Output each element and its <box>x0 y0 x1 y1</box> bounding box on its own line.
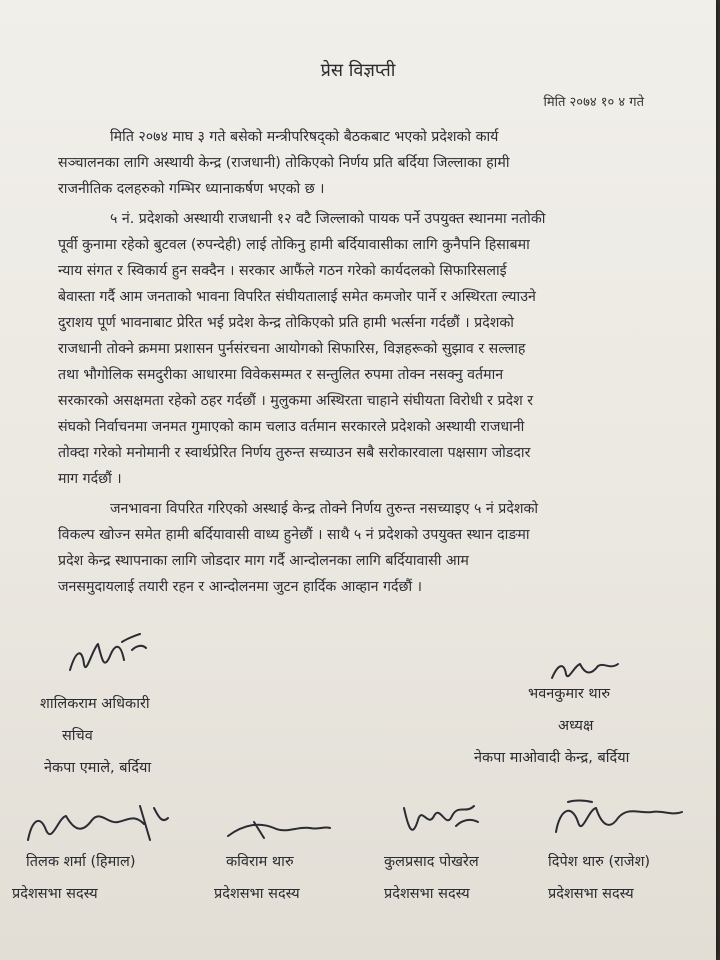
paragraph-line: तोक्दा गरेको मनोमानी र स्वार्थप्रेरित निर्णय तुरुन्त सच्याउन सबै सरोकारवाला पक्षसाग जोडदार <box>58 445 531 461</box>
paragraph-line: न्याय संगत र स्विकार्य हुन सक्दैन । सरकार आफैंले गठन गरेको कार्यदलको सिफारिसलाई <box>58 263 507 279</box>
signatory-bottom-4 <box>548 846 650 910</box>
paragraph-line: राजनीतिक दलहरुको गम्भिर ध्यानाकर्षण भएको छ । <box>58 181 325 197</box>
signatory-title: प्रदेशसभा सदस्य <box>12 886 98 902</box>
signatory-title: प्रदेशसभा सदस्य <box>548 886 634 902</box>
signatory-title: प्रदेशसभा सदस्य <box>214 886 300 902</box>
signatory-name: दिपेश थारु (राजेश) <box>548 854 651 870</box>
signature-bottom-3 <box>396 796 486 846</box>
signatory-name: कुलप्रसाद पोखरेल <box>384 854 479 870</box>
paragraph-line: तथा भौगोलिक समदुरीका आधारमा विवेकसम्मत र सन्तुलित रुपमा तोक्न नसक्नु वर्तमान <box>58 367 504 383</box>
signatory-name: कविराम थारु <box>226 854 294 870</box>
paragraph-line: सरकारको असक्षमता रहेको ठहर गर्दछौं । मुलुकमा अस्थिरता चाहाने संघीयता विरोधी र प्रदेश र <box>58 393 534 409</box>
paragraph-3 <box>58 496 658 600</box>
signatory-left <box>40 688 151 784</box>
paragraph-line: दुराशय पूर्ण भावनाबाट प्रेरित भई प्रदेश केन्द्र तोकिएको प्रति हामी भर्त्सना गर्दछौं । प्रदेशको <box>58 315 514 331</box>
document-title: प्रेस विज्ञप्ती <box>320 60 396 81</box>
paragraph-2 <box>58 206 658 492</box>
signatory-title: सचिव <box>62 728 93 744</box>
paragraph-line: प्रदेश केन्द्र स्थापनाका लागि जोडदार माग गर्दै आन्दोलनका लागि बर्दियावासी आम <box>58 553 469 569</box>
signatory-org: नेकपा एमाले, बर्दिया <box>44 760 152 776</box>
paragraph-line: मिति २०७४ माघ ३ गते बसेको मन्त्रीपरिषद्को बैठकबाट भएको प्रदेशको कार्य <box>110 129 499 145</box>
paragraph-1 <box>58 124 658 202</box>
signatory-name: शालिकराम अधिकारी <box>40 696 150 712</box>
paragraph-line: माग गर्दछौं । <box>58 471 122 487</box>
paragraph-line: जनसमुदायलाई तयारी रहन र आन्दोलनमा जुटन हार्दिक आव्हान गर्दछौं । <box>58 579 423 595</box>
signatory-bottom-2 <box>214 846 300 910</box>
signatory-bottom-3 <box>384 846 479 910</box>
paragraph-line: पूर्वी कुनामा रहेको बुटवल (रुपन्देही) लाई तोकिनु हामी बर्दियावासीका लागि कुनैपनि हिसाबमा <box>58 237 530 253</box>
document-date: मिति २०७४ १० ४ गते <box>543 95 644 110</box>
paragraph-line: बेवास्ता गर्दै आम जनताको भावना विपरित संघीयतालाई समेत कमजोर पार्ने र अस्थिरता ल्याउने <box>58 289 536 305</box>
paragraph-line: राजधानी तोक्ने क्रममा प्रशासन पुर्नसंरचना आयोगको सिफारिस, विज्ञहरूको सुझाव र सल्लाह <box>58 341 526 357</box>
signature-bottom-2 <box>224 814 334 844</box>
paragraph-line: सञ्चालनका लागि अस्थायी केन्द्र (राजधानी) तोकिएको निर्णय प्रति बर्दिया जिल्लाका हामी <box>58 155 510 171</box>
paragraph-line: संघको निर्वाचनमा जनमत गुमाएको काम चलाउ वर्तमान सरकारले प्रदेशको अस्थायी राजधानी <box>58 419 525 435</box>
signature-bottom-4 <box>548 796 688 846</box>
signatory-right <box>474 678 630 774</box>
signature-left <box>62 630 152 685</box>
signatory-title: प्रदेशसभा सदस्य <box>384 886 470 902</box>
paragraph-line: ५ नं. प्रदेशको अस्थायी राजधानी १२ वटै जिल्लाको पायक पर्ने उपयुक्त स्थानमा नतोकी <box>110 211 546 227</box>
signatory-bottom-1 <box>12 846 136 910</box>
paragraph-line: जनभावना विपरित गरिएको अस्थाई केन्द्र तोक्ने निर्णय तुरुन्त नसच्याइए ५ नं प्रदेशको <box>110 501 539 517</box>
signatory-name: तिलक शर्मा (हिमाल) <box>26 854 136 870</box>
signatory-name: भवनकुमार थारु <box>528 686 611 702</box>
paragraph-line: विकल्प खोज्न समेत हामी बर्दियावासी वाध्य हुनेछौं । साथै ५ नं प्रदेशको उपयुक्त स्थान दाङमा <box>58 527 530 543</box>
signatory-title: अध्यक्ष <box>558 718 594 734</box>
signature-bottom-1 <box>22 800 172 850</box>
signatory-org: नेकपा माओवादी केन्द्र, बर्दिया <box>474 750 630 766</box>
